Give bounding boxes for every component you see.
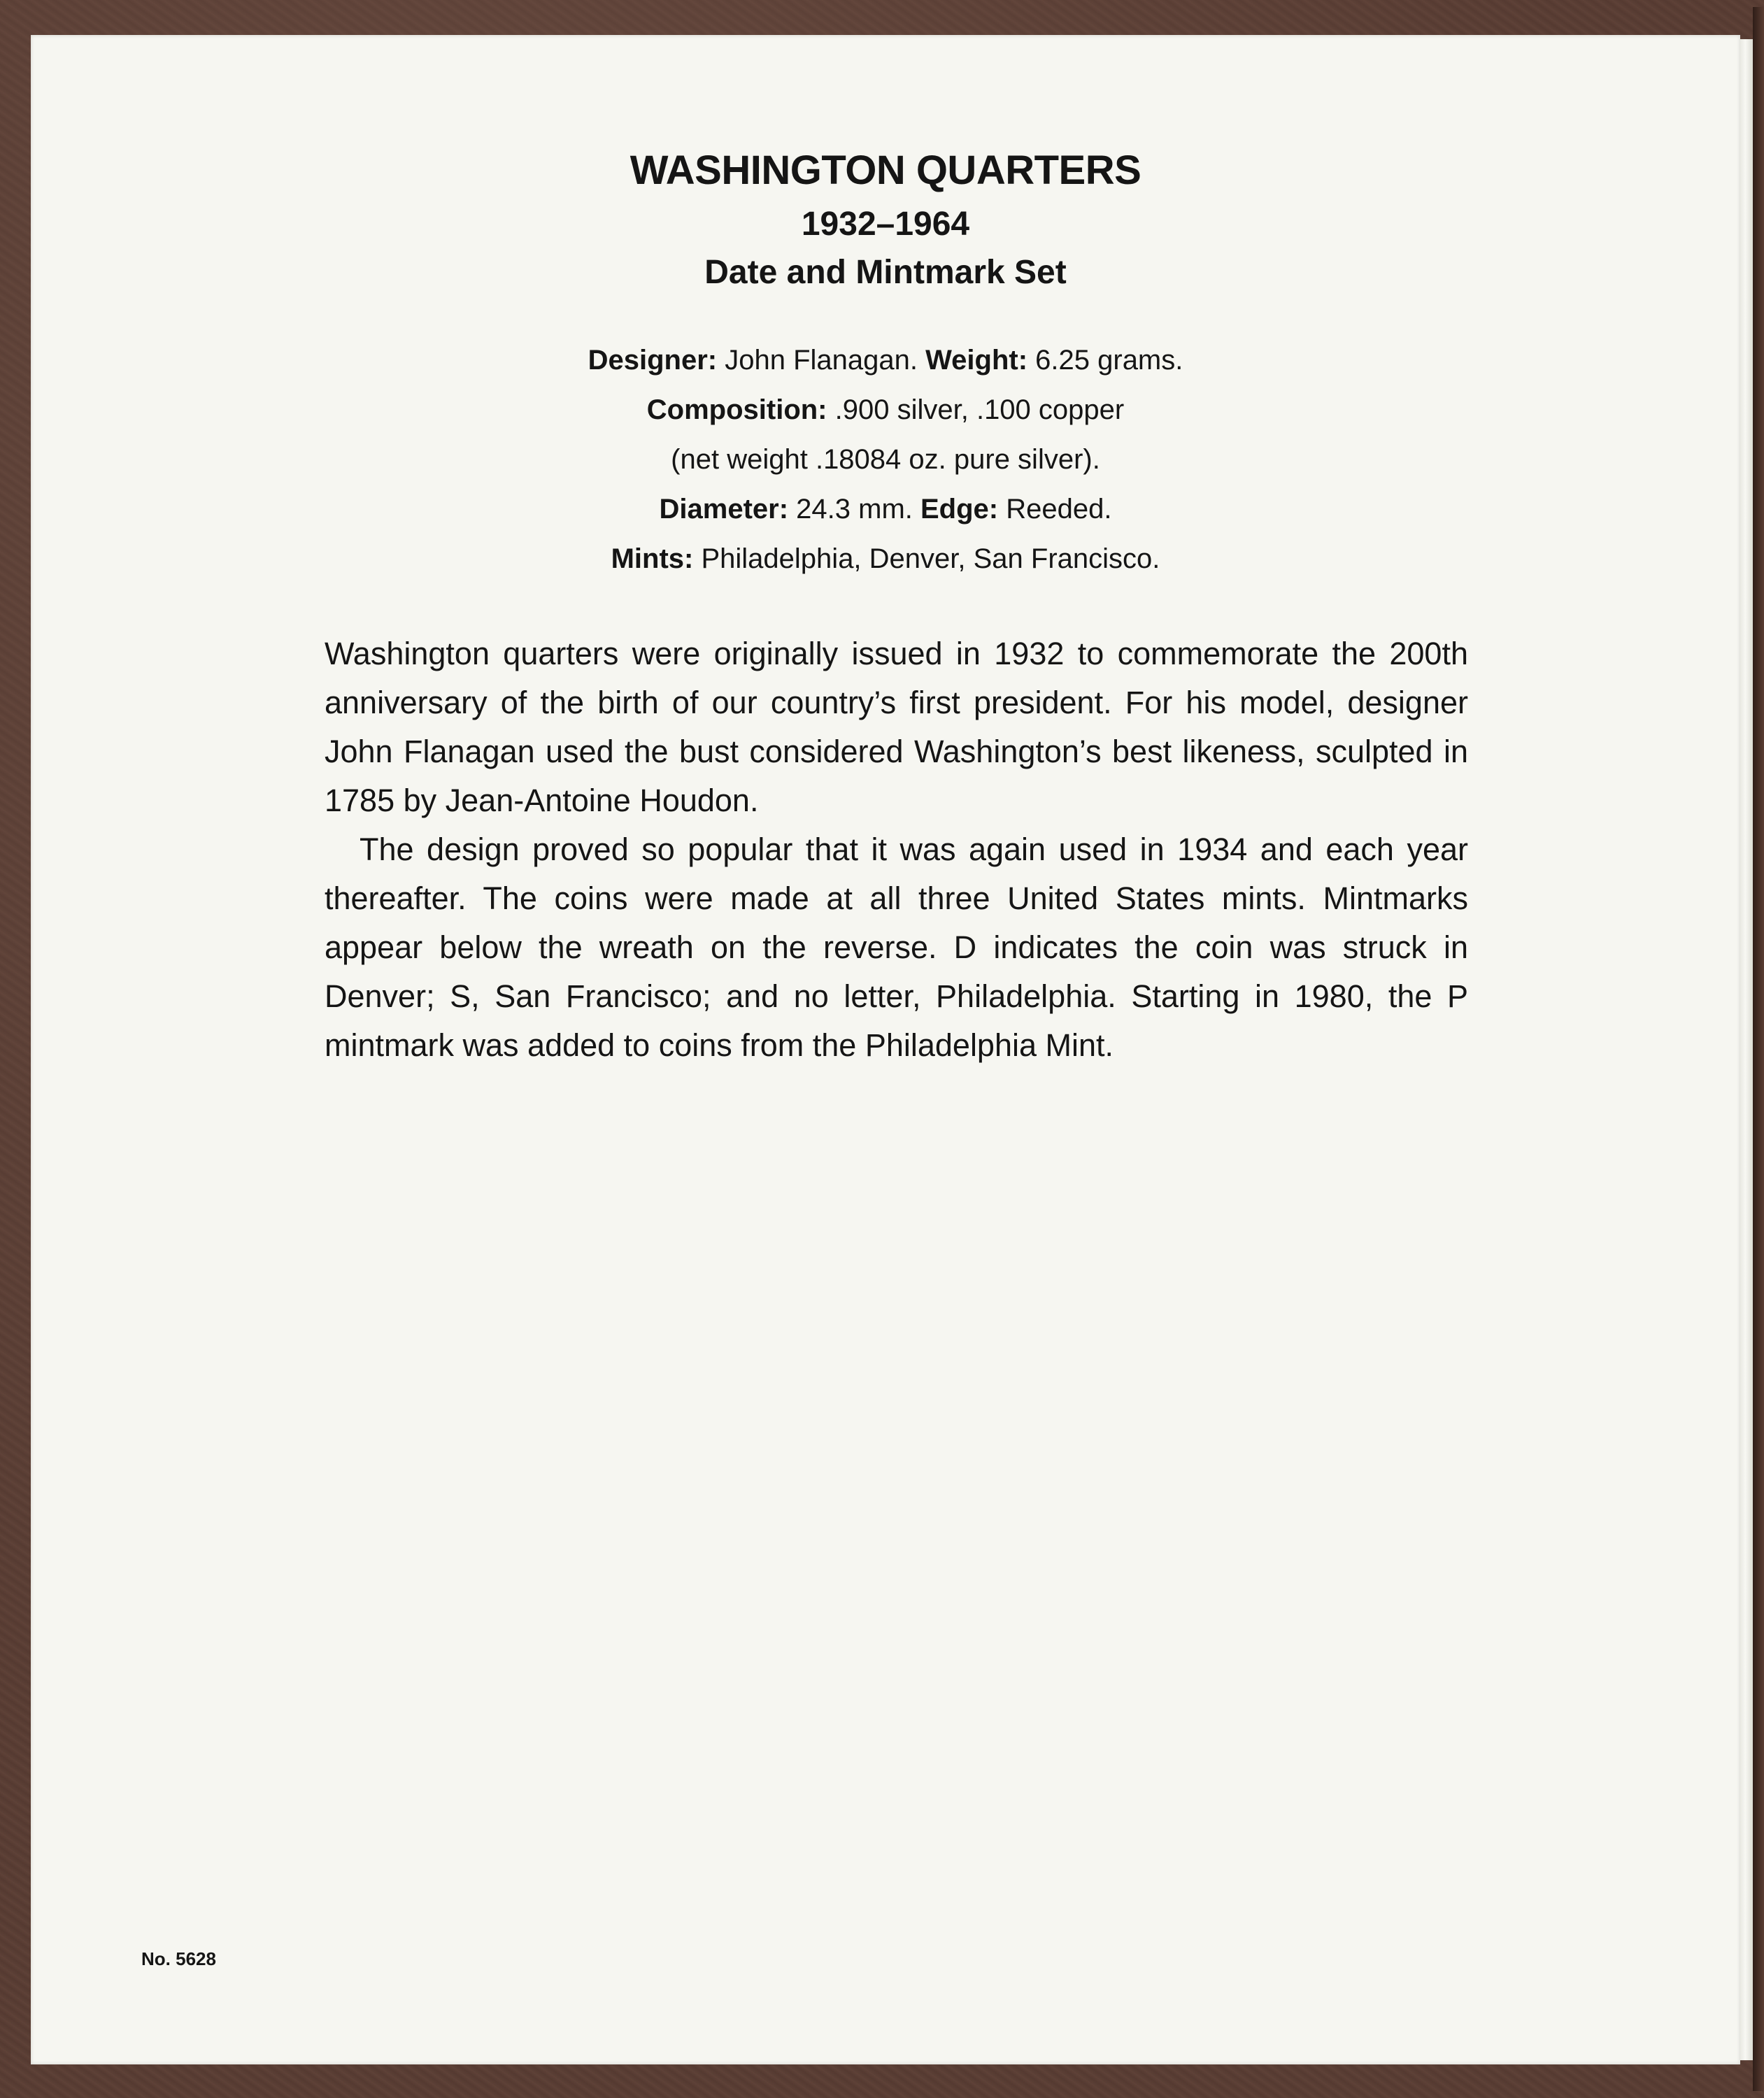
page-content (31, 35, 1740, 2064)
composition-value: .900 silver, .100 copper (834, 394, 1125, 425)
edge-value: Reeded. (1006, 494, 1112, 524)
spec-line-diameter-edge (31, 485, 1740, 534)
catalog-number: No. 5628 (141, 1948, 216, 1969)
paragraph-history: Washington quarters were originally issued in 1932 to commemorate the 200th anniversary of the birth of our country’s first president. For his model, designer John Flanagan used the bust considered Washington’s best likeness, sculpted in 1785 by Jean-Antoine Houdon. (325, 636, 1468, 818)
album-page (31, 35, 1740, 2064)
page-edge (1740, 39, 1753, 2060)
spec-line-net-weight (31, 435, 1740, 485)
composition-label: Composition: (646, 394, 827, 425)
mints-label: Mints: (611, 543, 694, 574)
album-spine (1753, 7, 1764, 2091)
spec-line-designer-weight (31, 336, 1740, 385)
coin-specifications (31, 336, 1740, 584)
designer-label: Designer: (588, 345, 718, 376)
description-text (325, 629, 1468, 1070)
designer-value: John Flanagan. (725, 345, 918, 376)
mints-value: Philadelphia, Denver, San Francisco. (701, 543, 1160, 574)
page-title: WASHINGTON QUARTERS (630, 148, 1141, 193)
spec-line-mints (31, 534, 1740, 584)
set-type: Date and Mintmark Set (704, 254, 1067, 291)
edge-label: Edge: (920, 494, 999, 524)
weight-label: Weight: (925, 345, 1028, 376)
diameter-value: 24.3 mm. (796, 494, 913, 524)
spec-line-composition (31, 385, 1740, 435)
paragraph-mintmarks: The design proved so popular that it was again used in 1934 and each year thereafter. The coins were made at all three United States mints. Mintmarks appear below the wreath on the reverse. D indicates the coin was struck in Denver; S, San Francisco; and no letter, Philadelphia. Starting in 1980, the P mintmark was added to coins from the Philadelphia Mint. (325, 832, 1468, 1063)
year-range: 1932–1964 (801, 206, 970, 243)
net-weight-value: (net weight .18084 oz. pure silver). (671, 444, 1100, 475)
diameter-label: Diameter: (659, 494, 789, 524)
weight-value: 6.25 grams. (1035, 345, 1183, 376)
